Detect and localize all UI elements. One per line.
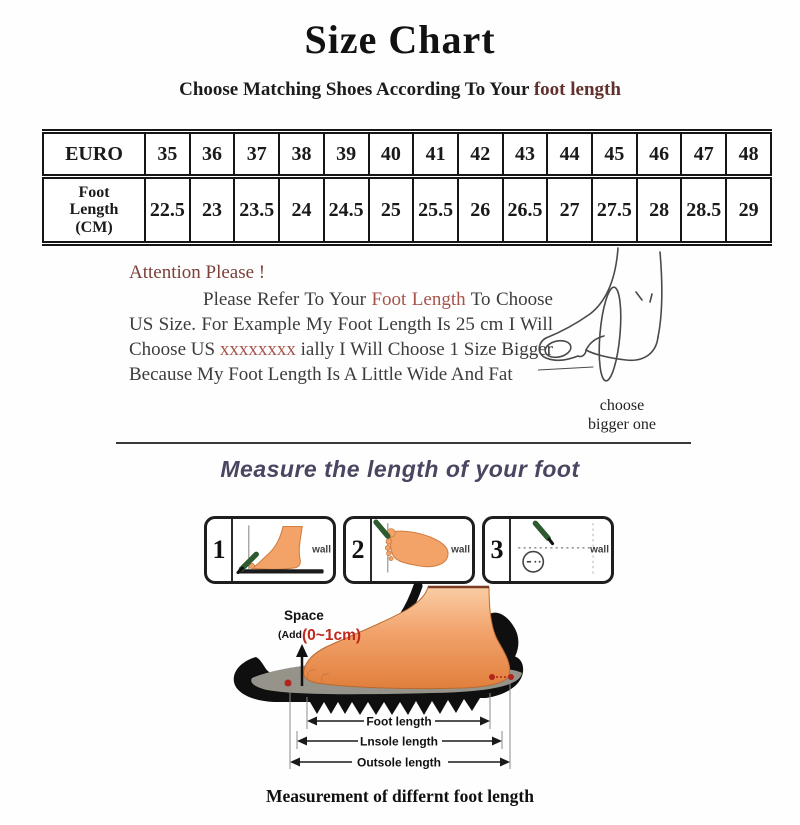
foot-length-label: Foot length (366, 714, 432, 729)
foot-length-cell: 29 (726, 177, 771, 244)
foot-length-cell: 25 (369, 177, 414, 244)
foot-length-cell: 27 (547, 177, 592, 244)
sketch-ankle-front-line (546, 248, 618, 338)
table-row-euro (43, 132, 771, 177)
euro-size-cell: 43 (503, 132, 548, 177)
attention-text-segment: Foot Length (371, 289, 466, 310)
foot-length-cell: 28.5 (681, 177, 726, 244)
foot-length-cell: 23 (190, 177, 235, 244)
step-box-1 (204, 516, 336, 584)
attention-text-segment: To Choose US Size. For Example My Foot Length Is 25 cm I Will Choose US (129, 289, 553, 360)
sketch-instep-line (586, 336, 604, 350)
bottom-caption: Measurement of differnt foot length (266, 786, 534, 806)
euro-size-cell: 35 (145, 132, 190, 177)
size-chart-table (42, 129, 772, 246)
euro-size-cell: 42 (458, 132, 503, 177)
foot-measurement-diagram (222, 583, 582, 779)
measure-steps (204, 516, 614, 584)
euro-size-cell: 36 (190, 132, 235, 177)
arrow-head (500, 758, 510, 767)
insole-length-label: Lnsole length (360, 734, 438, 749)
foot-length-cell: 22.5 (145, 177, 190, 244)
sketch-toe-loop (544, 338, 573, 359)
space-arrow-head (296, 644, 308, 657)
page-subtitle (0, 79, 800, 101)
size-chart-table-wrap (42, 129, 772, 246)
arrow-head (297, 737, 307, 746)
foot-side-view (251, 526, 302, 569)
step-box-2 (343, 516, 475, 584)
heel-circle-dot (534, 561, 536, 563)
wall-label-2: wall (451, 544, 470, 556)
sketch-heel-mark-1 (636, 292, 642, 300)
page-title: Size Chart (304, 17, 496, 62)
step-3-number: 3 (485, 519, 511, 581)
attention-body (129, 287, 553, 387)
sketch-measure-loop (596, 286, 624, 381)
add-label: (Add (278, 629, 302, 641)
euro-size-cell: 47 (681, 132, 726, 177)
foot-length-cell: 27.5 (592, 177, 637, 244)
euro-size-cell: 48 (726, 132, 771, 177)
foot-sketch-illustration (538, 242, 713, 397)
marker-pen-icon (376, 522, 388, 536)
foot-top-view (390, 531, 448, 567)
measure-section-heading: Measure the length of your foot (220, 456, 580, 482)
space-label: Space (284, 608, 324, 623)
arrow-head (290, 758, 300, 767)
choose-bigger-note (558, 396, 686, 434)
note-line-1: choose (599, 397, 645, 414)
range-label: (0~1cm) (302, 627, 362, 644)
note-line-2: bigger one (588, 416, 656, 433)
arrow-head (480, 717, 490, 726)
foot-length-cell: 24.5 (324, 177, 369, 244)
step-2-number: 2 (346, 519, 372, 581)
heel-circle-dot (539, 561, 541, 563)
foot-length-cell: 23.5 (234, 177, 279, 244)
section-divider (116, 442, 691, 444)
subtitle-foot-length: foot length (533, 79, 621, 100)
euro-size-cell: 44 (547, 132, 592, 177)
sketch-ankle-back-line (658, 252, 662, 337)
euro-size-cell: 41 (413, 132, 458, 177)
euro-size-cell: 46 (637, 132, 682, 177)
marker-tip (549, 539, 552, 543)
foot-length-cell: 26.5 (503, 177, 548, 244)
table-row-foot-length (43, 177, 771, 244)
attention-text-segment: Please Refer To Your (203, 289, 372, 310)
arrow-head (307, 717, 317, 726)
attention-text-segment: ially I Will Choose 1 Size Bigger Because My Foot Length Is A Little Wide And Fat (129, 339, 554, 385)
foot-length-header: Foot Length (CM) (43, 177, 145, 244)
heel-red-dot (508, 674, 514, 680)
outsole-length-label: Outsole length (357, 755, 441, 770)
toe (387, 551, 391, 555)
euro-size-cell: 37 (234, 132, 279, 177)
wall-label-3: wall (590, 544, 609, 556)
euro-size-cell: 40 (369, 132, 414, 177)
foot-length-cell: 25.5 (413, 177, 458, 244)
toe-red-dot (285, 680, 292, 687)
attention-text-segment: xxxxxxxx (219, 339, 296, 360)
arrow-head (492, 737, 502, 746)
big-toe (249, 563, 254, 568)
toe (386, 539, 392, 545)
step-box-3 (482, 516, 614, 584)
euro-size-cell: 39 (324, 132, 369, 177)
toe (389, 557, 393, 561)
heel-red-dot (489, 674, 495, 680)
step-1-number: 1 (207, 519, 233, 581)
wall-label-1: wall (312, 544, 331, 556)
foot-length-cell: 26 (458, 177, 503, 244)
floor-line (238, 569, 324, 573)
subtitle-black: Choose Matching Shoes According To Your (179, 79, 534, 100)
sketch-heel-line (586, 337, 658, 360)
euro-size-cell: 38 (279, 132, 324, 177)
euro-header-cell: EURO (43, 132, 145, 177)
sketch-pointer-line (538, 367, 593, 370)
euro-size-cell: 45 (592, 132, 637, 177)
marker-pen-icon (535, 523, 548, 538)
foot-length-cell: 28 (637, 177, 682, 244)
attention-heading: Attention Please ! (129, 262, 266, 283)
toe (385, 545, 390, 550)
foot-length-cell: 24 (279, 177, 324, 244)
sketch-heel-mark-2 (650, 294, 652, 302)
